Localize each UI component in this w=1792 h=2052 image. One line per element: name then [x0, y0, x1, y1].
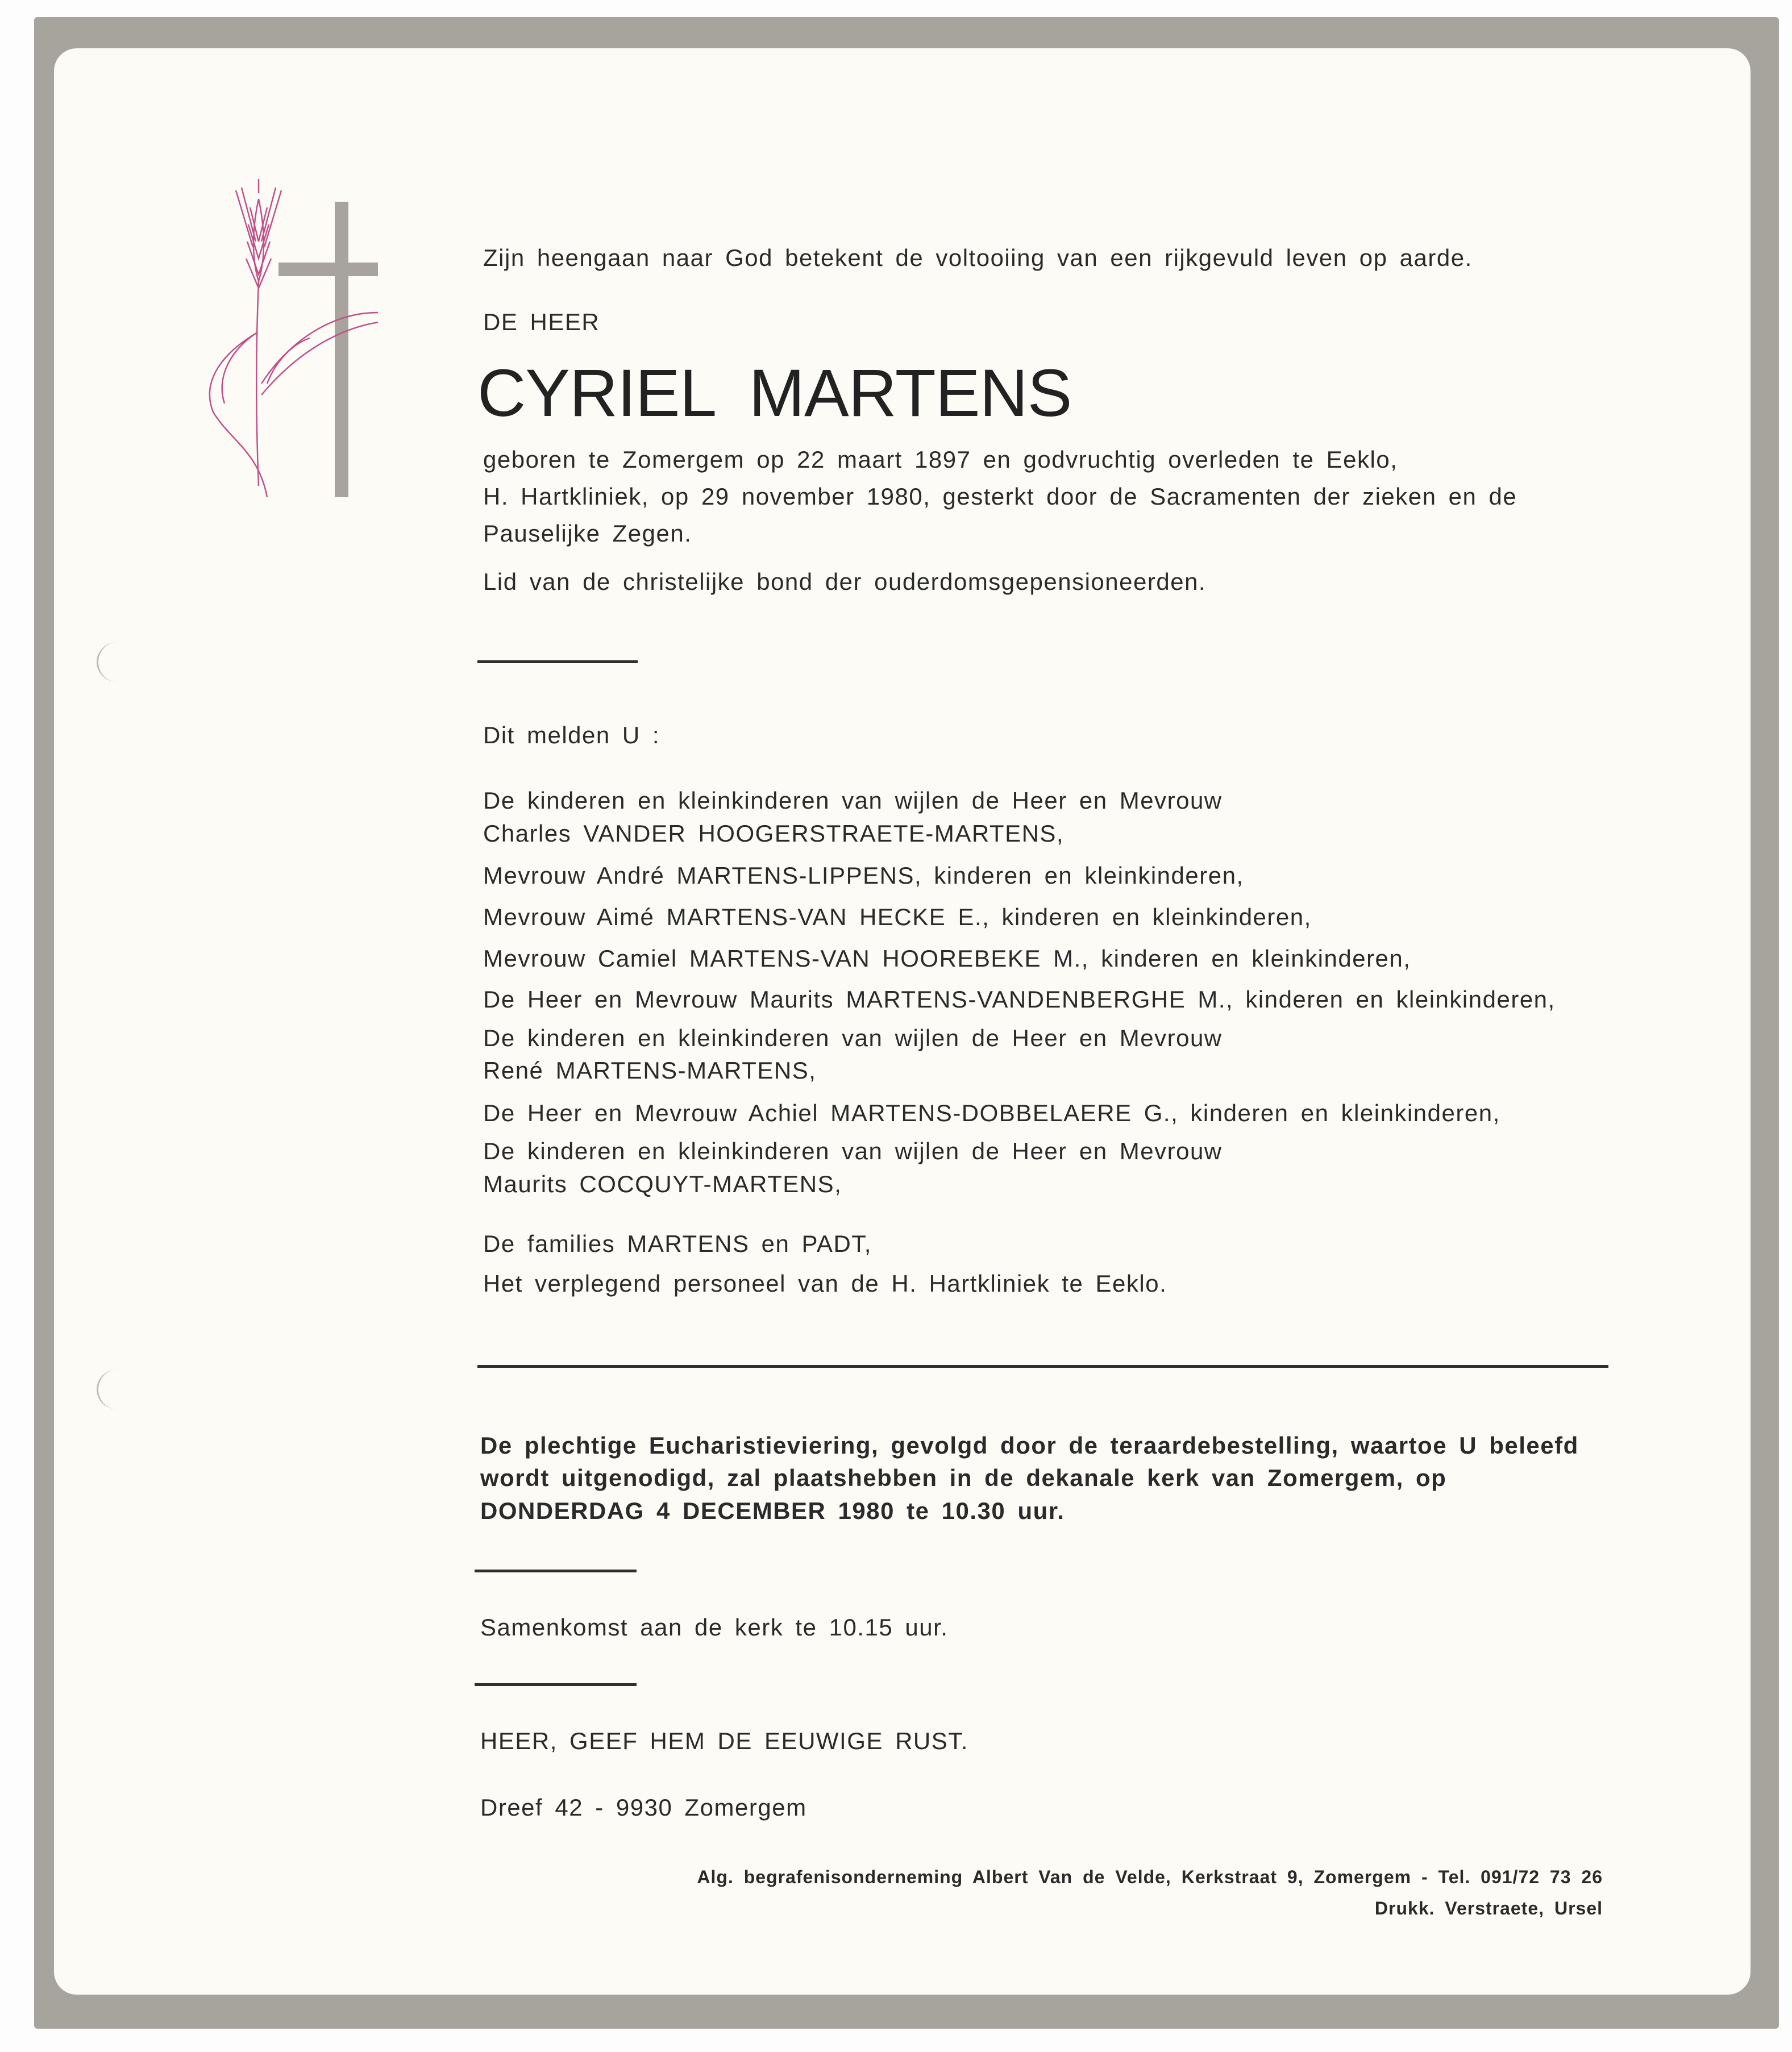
- families-line: De families MARTENS en PADT,: [483, 1230, 872, 1257]
- staff-line: Het verplegend personeel van de H. Hartkliniek te Eeklo.: [483, 1270, 1167, 1297]
- family-line: Mevrouw André MARTENS-LIPPENS, kinderen en kleinkinderen,: [483, 862, 1244, 889]
- short-divider-1: [477, 660, 638, 663]
- intro-line: Zijn heengaan naar God betekent de voltooiing van een rijkgevuld leven op aarde.: [483, 244, 1473, 271]
- family-line: Charles VANDER HOOGERSTRAETE-MARTENS,: [483, 820, 1065, 847]
- short-divider-2: [475, 1570, 637, 1572]
- birth-line-3: Pauselijke Zegen.: [483, 520, 692, 547]
- family-line: De Heer en Mevrouw Maurits MARTENS-VANDENBERGHE M., kinderen en kleinkinderen,: [483, 986, 1556, 1013]
- cross-icon: [335, 202, 348, 497]
- family-line: De kinderen en kleinkinderen van wijlen de Heer en Mevrouw: [483, 1138, 1223, 1164]
- announcement-intro: Dit melden U :: [483, 722, 660, 748]
- prayer-line: HEER, GEEF HEM DE EEUWIGE RUST.: [480, 1728, 968, 1754]
- ceremony-line-2: wordt uitgenodigd, zal plaatshebben in de dekanale kerk van Zomergem, op: [480, 1464, 1447, 1491]
- deceased-name: CYRIEL MARTENS: [477, 356, 1072, 431]
- wheat-icon: [210, 179, 378, 497]
- birth-line-2: H. Hartkliniek, op 29 november 1980, gesterkt door de Sacramenten der zieken en de: [483, 483, 1517, 510]
- family-line: De Heer en Mevrouw Achiel MARTENS-DOBBELAERE G., kinderen en kleinkinderen,: [483, 1100, 1500, 1126]
- family-line: René MARTENS-MARTENS,: [483, 1057, 817, 1084]
- punch-hole-lower: [97, 1370, 138, 1409]
- mourning-card: [54, 48, 1751, 1995]
- long-divider: [477, 1365, 1608, 1368]
- ceremony-line-3: DONDERDAG 4 DECEMBER 1980 te 10.30 uur.: [480, 1497, 1065, 1524]
- title-prefix: DE HEER: [483, 309, 600, 335]
- undertaker-line: Alg. begrafenisonderneming Albert Van de Velde, Kerkstraat 9, Zomergem - Tel. 091/72 73 26: [697, 1867, 1603, 1887]
- family-line: Mevrouw Camiel MARTENS-VAN HOOREBEKE M., kinderen en kleinkinderen,: [483, 945, 1411, 972]
- cross-and-wheat-emblem: [151, 145, 378, 514]
- gathering-line: Samenkomst aan de kerk te 10.15 uur.: [480, 1614, 949, 1641]
- printer-line: Drukk. Verstraete, Ursel: [1374, 1898, 1603, 1918]
- short-divider-3: [475, 1683, 637, 1686]
- birth-line-1: geboren te Zomergem op 22 maart 1897 en godvruchtig overleden te Eeklo,: [483, 446, 1398, 473]
- punch-hole-upper: [97, 642, 138, 682]
- family-line: Mevrouw Aimé MARTENS-VAN HECKE E., kinderen en kleinkinderen,: [483, 904, 1312, 930]
- family-line: De kinderen en kleinkinderen van wijlen de Heer en Mevrouw: [483, 787, 1223, 814]
- family-line: Maurits COCQUYT-MARTENS,: [483, 1171, 842, 1197]
- address-line: Dreef 42 - 9930 Zomergem: [480, 1794, 807, 1821]
- family-line: De kinderen en kleinkinderen van wijlen de Heer en Mevrouw: [483, 1025, 1223, 1051]
- member-line: Lid van de christelijke bond der ouderdomsgepensioneerden.: [483, 568, 1207, 595]
- ceremony-line-1: De plechtige Eucharistieviering, gevolgd door de teraardebestelling, waartoe U beleefd: [480, 1432, 1579, 1459]
